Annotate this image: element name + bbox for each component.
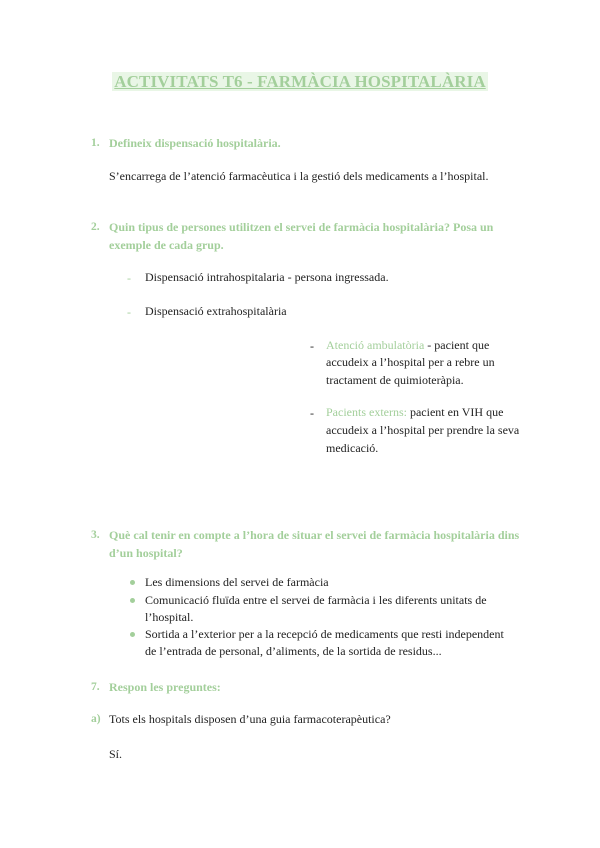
page-title-text: ACTIVITATS T6 - FARMÀCIA HOSPITALÀRIA: [114, 72, 486, 91]
q2-sub2-text: pacient en VIH que: [406, 405, 504, 419]
q2-sub1-line3: tractament de quimioteràpia.: [326, 373, 464, 387]
q7-sub-a-marker: a): [91, 713, 101, 725]
q2-item1: Dispensació intrahospitalaria - persona ingressada.: [145, 270, 389, 284]
q7-sub-a-question: Tots els hospitals disposen d’una guia farmacoterapèutica?: [109, 712, 391, 726]
q2-sub1-label: Atenció ambulatòria: [326, 338, 425, 352]
q3-bullet3-marker: [130, 632, 135, 637]
q3-bullet1: Les dimensions del servei de farmàcia: [145, 575, 329, 589]
q2-question-line1: Quin tipus de persones utilitzen el servei de farmàcia hospitalària? Posa un: [109, 220, 494, 234]
q2-item2: Dispensació extrahospitalària: [145, 304, 287, 318]
q7-question: Respon les preguntes:: [109, 680, 221, 694]
q2-sub1-dash: -: [310, 339, 314, 353]
q7-number: 7.: [91, 681, 100, 693]
q2-item1-dash: -: [127, 271, 131, 285]
q1-question: Defineix dispensació hospitalària.: [109, 136, 281, 150]
q2-sub2-line1: [326, 402, 503, 422]
q2-item2-dash: -: [127, 305, 131, 319]
q2-sub2-dash: -: [310, 406, 314, 420]
q2-sub2-line2: accudeix a l’hospital per prendre la seva: [326, 423, 520, 437]
q2-sub1-text: - pacient que: [424, 338, 490, 352]
q3-bullet2-line1: Comunicació fluïda entre el servei de farmàcia i les diferents unitats de: [145, 593, 487, 607]
q3-bullet3-line2: de l’entrada de personal, d’aliments, de la sortida de residus...: [145, 644, 442, 658]
q1-answer: S’encarrega de l’atenció farmacèutica i la gestió dels medicaments a l’hospital.: [109, 169, 489, 183]
q3-number: 3.: [91, 529, 100, 541]
q3-bullet3-line1: Sortida a l’exterior per a la recepció de medicaments que resti independent: [145, 627, 504, 641]
q3-bullet2-line2: l’hospital.: [145, 610, 194, 624]
page-title: [0, 72, 600, 92]
q3-bullet2-marker: [130, 598, 135, 603]
q3-bullet1-marker: [130, 580, 135, 585]
q2-question-line2: exemple de cada grup.: [109, 238, 224, 252]
q1-number: 1.: [91, 137, 100, 149]
q3-question-line2: d’un hospital?: [109, 546, 183, 560]
q2-number: 2.: [91, 221, 100, 233]
q3-question-line1: Què cal tenir en compte a l’hora de situar el servei de farmàcia hospitalària dins: [109, 528, 520, 542]
q2-sub1-line2: accudeix a l’hospital per a rebre un: [326, 355, 495, 369]
q7-sub-a-answer: Sí.: [109, 747, 123, 761]
q2-sub2-line3: medicació.: [326, 441, 379, 455]
q2-sub2-label: Pacients externs:: [326, 405, 407, 419]
